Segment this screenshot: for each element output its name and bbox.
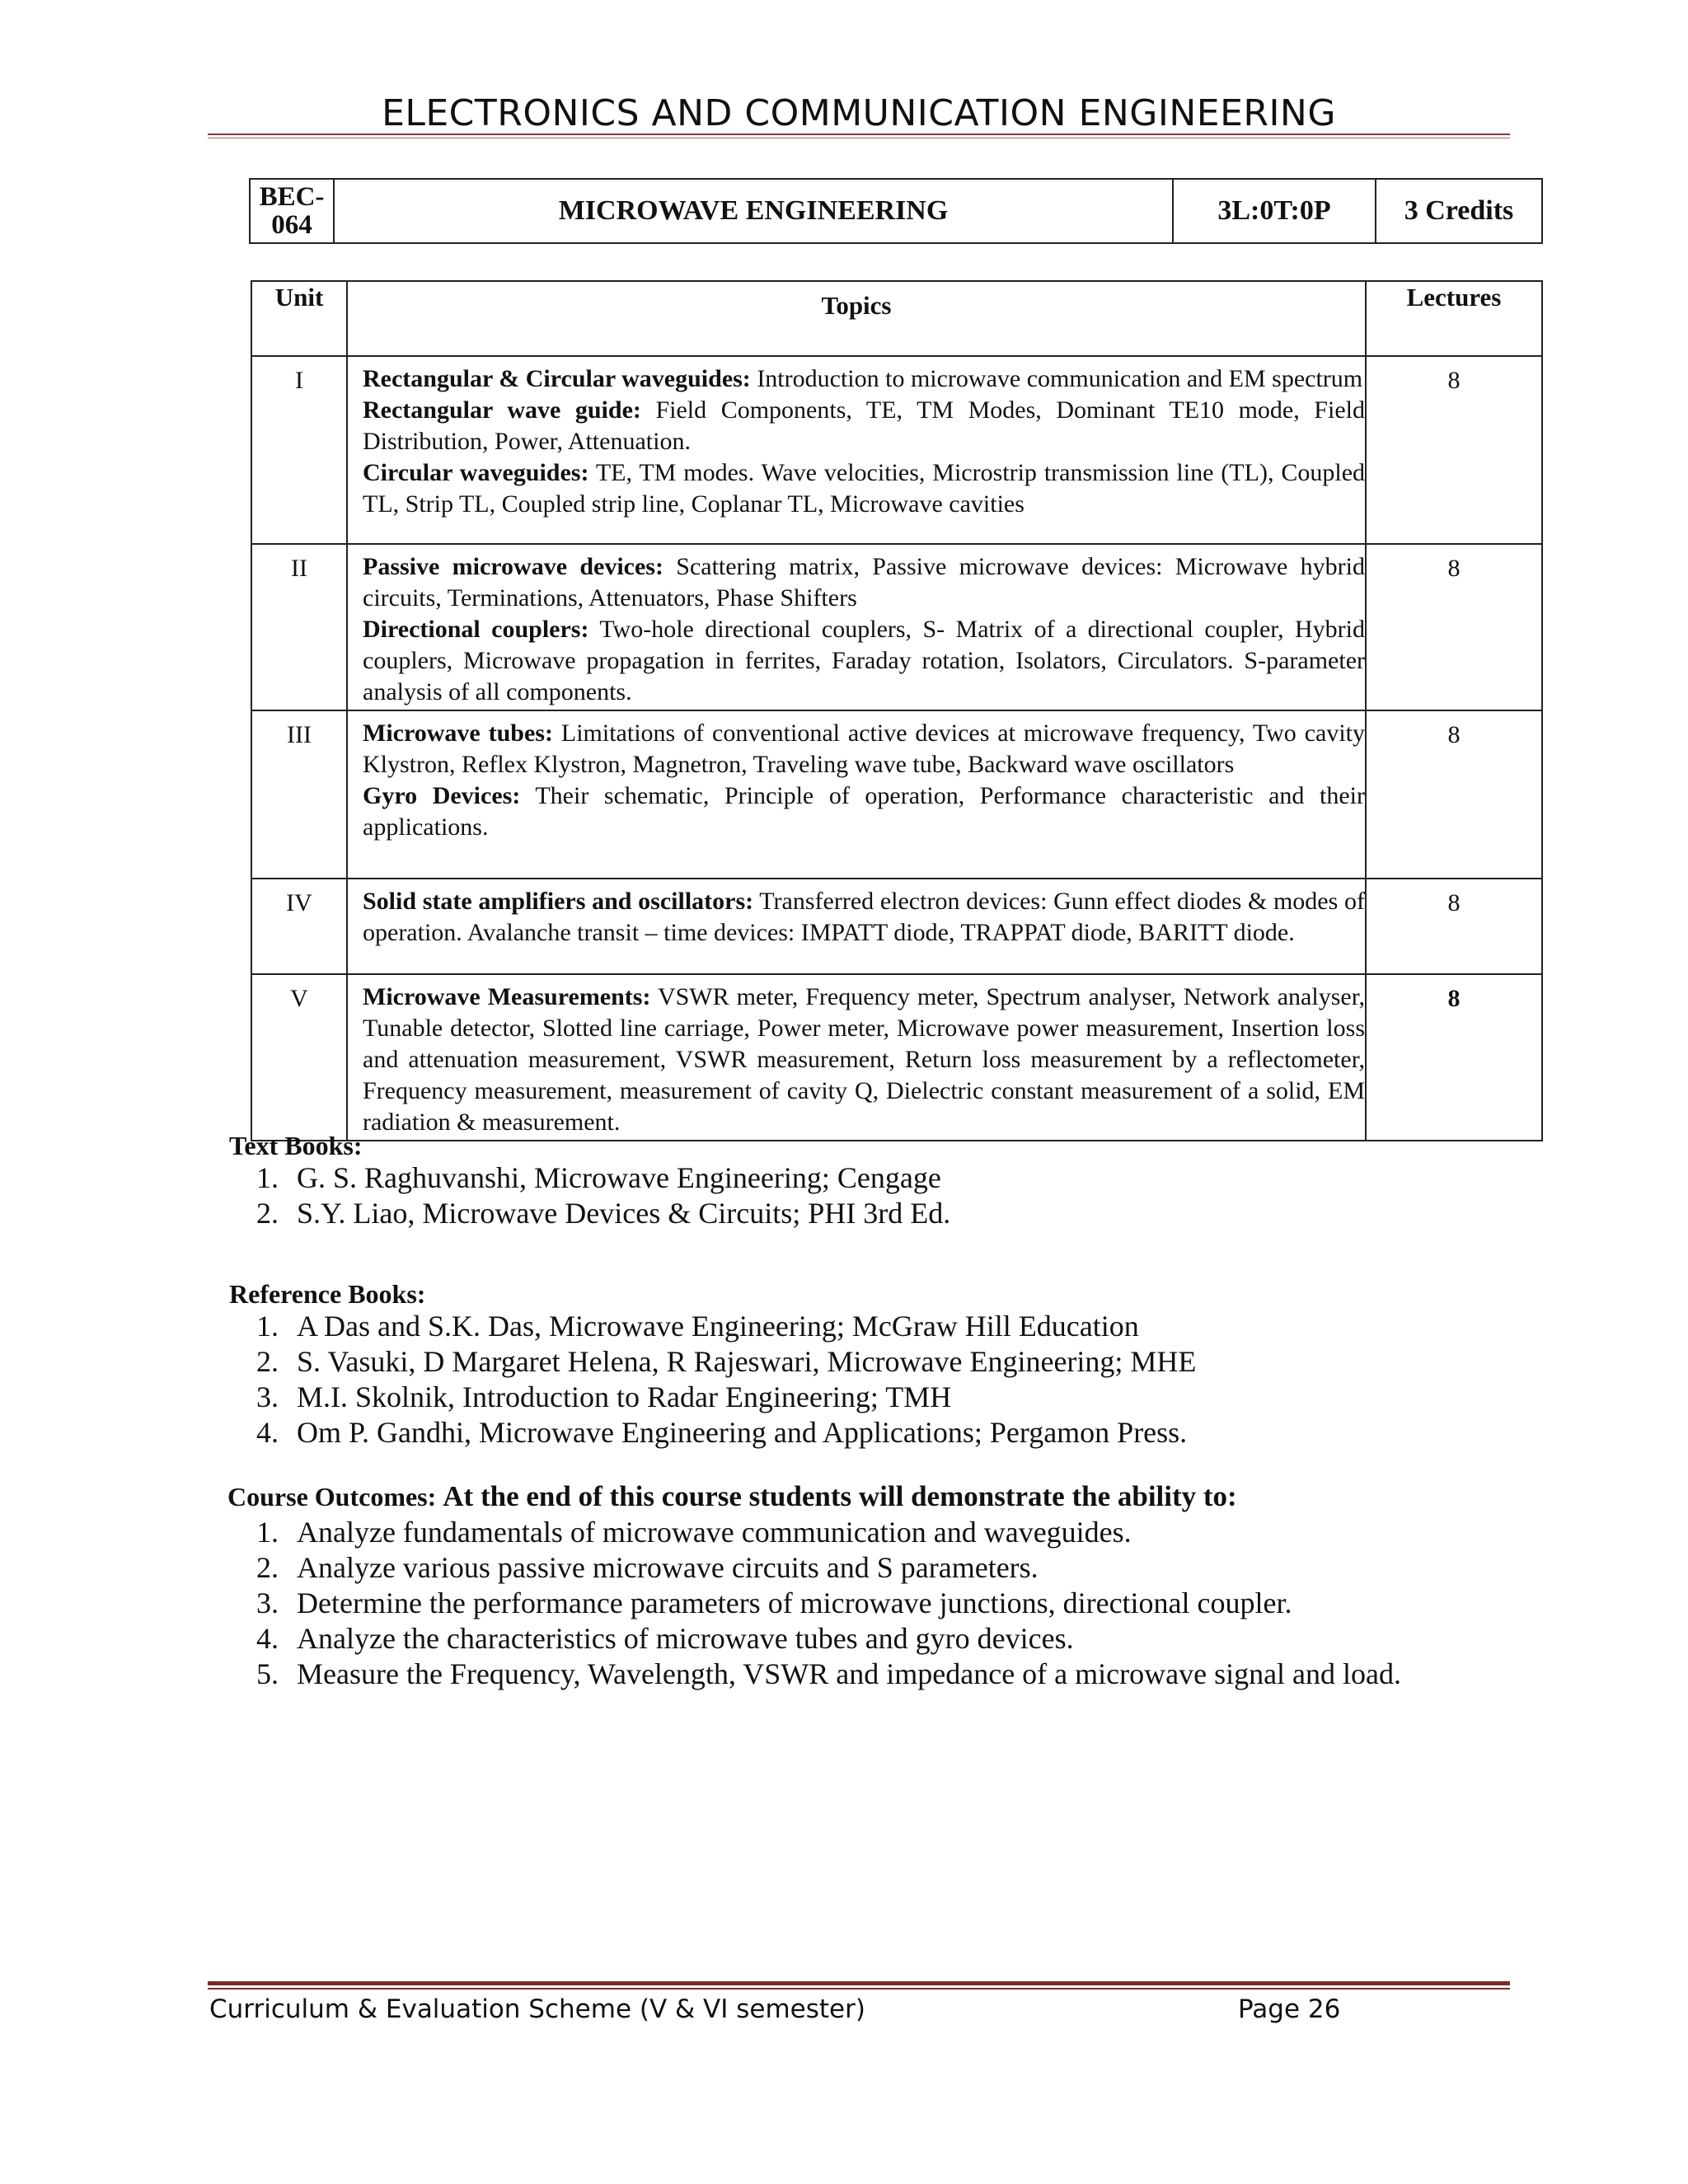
topic-description: Field Components, TE, TM Modes, Dominant TE10 mode, Field Distribution, Power, Attenuation. [363,396,1365,455]
list-text: S.Y. Liao, Microwave Devices & Circuits; PHI 3rd Ed. [297,1197,951,1230]
unit-number: II [251,544,347,710]
list-number: 4. [256,1622,279,1655]
footer-document-name: Curriculum & Evaluation Scheme (V & VI semester) [209,1994,865,2024]
topic-description: Two-hole directional couplers, S- Matrix of a directional coupler, Hybrid couplers, Microwave propagation in ferrites, Faraday rotation, Isolators, Circulators. S-parameter analysis of all components. [363,616,1365,705]
unit-lectures: 8 [1366,710,1542,879]
header-rule [208,134,1510,135]
course-code-line1: BEC- [259,182,325,212]
list-text: Om P. Gandhi, Microwave Engineering and Applications; Pergamon Press. [297,1416,1188,1449]
list-number: 4. [256,1416,279,1449]
unit-lectures: 8 [1366,544,1542,710]
topic-description: Their schematic, Principle of operation, Performance characteristic and their applications. [363,782,1365,841]
topic-paragraph [363,395,1365,457]
unit-number: I [251,356,347,544]
page-header-title: ELECTRONICS AND COMMUNICATION ENGINEERING [382,92,1336,134]
topic-heading: Microwave tubes: [363,719,553,747]
unit-lectures: 8 [1366,879,1542,974]
course-ltp: 3L:0T:0P [1173,179,1376,243]
course-outcome-item [229,1657,1401,1692]
unit-lectures: 8 [1366,356,1542,544]
text-books-title: Text Books: [229,1131,363,1160]
course-outcome-item [229,1621,1401,1657]
header-unit: Unit [251,281,347,356]
course-outcomes-intro: At the end of this course students will demonstrate the ability to: [443,1480,1237,1512]
list-text: Analyze the characteristics of microwave tubes and gyro devices. [297,1622,1074,1655]
topic-paragraph [363,982,1365,1138]
list-number: 5. [256,1657,279,1690]
list-number: 1. [256,1161,279,1194]
reference-book-item [229,1380,1196,1415]
course-outcome-item [229,1586,1401,1621]
topic-heading: Gyro Devices: [363,782,521,809]
course-outcomes-title [227,1480,1237,1513]
course-name: MICROWAVE ENGINEERING [334,179,1173,243]
course-outcome-item [229,1515,1401,1550]
course-code-line2: 064 [271,210,312,240]
course-info-table [249,178,1543,244]
syllabus-row [251,544,1542,710]
reference-book-item [229,1309,1196,1344]
footer-rule-secondary [208,1988,1510,1990]
topic-paragraph [363,363,1365,395]
topic-paragraph [363,886,1365,949]
list-text: Measure the Frequency, Wavelength, VSWR and impedance of a microwave signal and load. [297,1657,1402,1690]
topic-description: TE, TM modes. Wave velocities, Microstrip transmission line (TL), Coupled TL, Strip TL, Coupled strip line, Coplanar TL, Microwave cavities [363,459,1366,518]
text-book-item [229,1196,950,1231]
syllabus-row [251,879,1542,974]
topic-heading: Circular waveguides: [363,459,589,486]
topic-description: Limitations of conventional active devices at microwave frequency, Two cavity Klystron, Reflex Klystron, Magnetron, Traveling wave tube, Backward wave oscillators [363,719,1365,778]
text-books-list [229,1160,950,1231]
list-number: 2. [256,1551,279,1584]
syllabus-row [251,974,1542,1141]
header-lectures: Lectures [1366,281,1542,356]
syllabus-row [251,710,1542,879]
topic-description: Introduction to microwave communication and EM spectrum [750,365,1363,392]
list-number: 3. [256,1586,279,1619]
list-text: M.I. Skolnik, Introduction to Radar Engineering; TMH [297,1380,952,1413]
course-credits: 3 Credits [1376,179,1542,243]
topic-heading: Solid state amplifiers and oscillators: [363,888,754,915]
unit-topics [347,356,1366,544]
course-outcomes-lead: Course Outcomes: [227,1482,437,1511]
list-number: 1. [256,1310,279,1343]
topic-description: VSWR meter, Frequency meter, Spectrum analyser, Network analyser, Tunable detector, Slotted line carriage, Power meter, Microwave power measurement, Insertion loss and attenuation measurement, VSWR measurement, Return loss measurement by a reflectometer, Frequency measurement, measurement of cavity Q, Dielectric constant measurement of a solid, EM radiation & measurement. [363,983,1365,1136]
footer-rule [208,1981,1510,1985]
list-number: 3. [256,1380,279,1413]
list-text: G. S. Raghuvanshi, Microwave Engineering; Cengage [297,1161,941,1194]
list-text: Determine the performance parameters of microwave junctions, directional coupler. [297,1586,1292,1619]
topic-paragraph [363,551,1365,614]
header-topics: Topics [347,281,1366,356]
footer-page-number: Page 26 [1238,1994,1341,2024]
topic-heading: Microwave Measurements: [363,983,651,1010]
unit-topics [347,879,1366,974]
unit-topics [347,544,1366,710]
text-book-item [229,1160,950,1196]
topic-description: Transferred electron devices: Gunn effect diodes & modes of operation. Avalanche transit – time devices: IMPATT diode, TRAPPAT diode, BARITT diode. [363,888,1365,946]
unit-lectures: 8 [1366,974,1542,1141]
reference-books-list [229,1309,1196,1451]
course-info-row [250,179,1542,243]
reference-book-item [229,1344,1196,1380]
topic-paragraph [363,614,1365,708]
list-text: Analyze fundamentals of microwave communication and waveguides. [297,1516,1132,1549]
course-code-cell [250,179,334,243]
topic-heading: Directional couplers: [363,616,589,643]
topic-paragraph [363,457,1365,520]
unit-number: III [251,710,347,879]
list-number: 1. [256,1516,279,1549]
unit-number: IV [251,879,347,974]
list-text: S. Vasuki, D Margaret Helena, R Rajeswari, Microwave Engineering; MHE [297,1345,1197,1378]
course-outcomes-list [229,1515,1401,1692]
reference-book-item [229,1415,1196,1451]
reference-books-title: Reference Books: [229,1279,426,1309]
unit-number: V [251,974,347,1141]
topic-heading: Rectangular wave guide: [363,396,641,424]
list-text: Analyze various passive microwave circuits and S parameters. [297,1551,1039,1584]
syllabus-table [251,280,1543,1141]
unit-topics [347,974,1366,1141]
list-text: A Das and S.K. Das, Microwave Engineering; McGraw Hill Education [297,1310,1139,1343]
list-number: 2. [256,1197,279,1230]
topic-heading: Rectangular & Circular waveguides: [363,365,751,392]
course-outcome-item [229,1550,1401,1586]
list-number: 2. [256,1345,279,1378]
syllabus-body [251,356,1542,1141]
syllabus-row [251,356,1542,544]
syllabus-header-row [251,281,1542,356]
unit-topics [347,710,1366,879]
topic-description: Scattering matrix, Passive microwave devices: Microwave hybrid circuits, Terminations, Attenuators, Phase Shifters [363,553,1365,612]
topic-heading: Passive microwave devices: [363,553,663,580]
topic-paragraph [363,780,1365,843]
topic-paragraph [363,718,1365,780]
